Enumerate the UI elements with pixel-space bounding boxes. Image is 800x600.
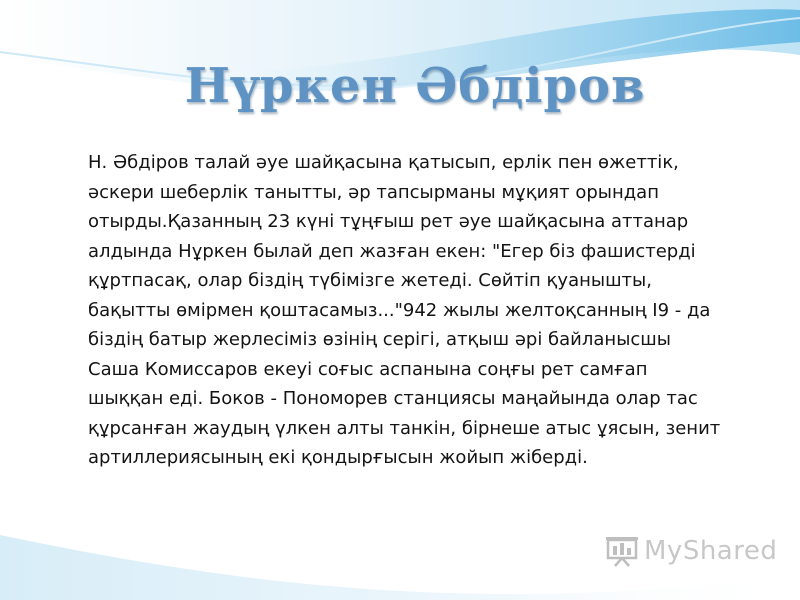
body-line: құртпасақ, олар біздің түбімізге жетеді. Сөйтіп қуанышты, — [88, 270, 652, 291]
slide-title: Нүркен Әбдіров — [184, 58, 646, 114]
body-paragraph — [88, 148, 738, 473]
presentation-board-icon — [604, 535, 640, 567]
body-line: біздің батыр жерлесіміз өзінің серігі, атқыш әрі байланысшы — [88, 329, 671, 350]
watermark-text: MyShared — [644, 536, 778, 566]
body-line: құрсанған жаудың үлкен алты танкін, бірнеше атыс ұясын, зенит — [88, 417, 721, 439]
body-line: бақытты өмірмен қоштасамыз..."942 жылы желтоқсанның І9 - да — [88, 299, 711, 321]
body-line: шыққан еді. Боков - Пономорев станциясы маңайында олар тас — [88, 388, 698, 409]
body-line: Н. Әбдіров талай әуе шайқасына қатысып, ерлік пен өжеттік, — [88, 152, 679, 173]
watermark-logo — [604, 535, 777, 567]
body-line: отырды.Қазанның 23 күні тұңғыш рет әуе шайқасына аттанар — [88, 211, 689, 232]
body-line: артиллериясының екі қондырғысын жойып жіберді. — [88, 447, 588, 468]
body-line: Саша Комиссаров екеуі соғыс аспанына соңғы рет самғап — [88, 358, 648, 380]
body-line: алдында Нұркен былай деп жазған екен: "Егер біз фашистерді — [88, 240, 696, 262]
body-line: әскери шеберлік танытты, әр тапсырманы мұқият орындап — [88, 181, 659, 203]
